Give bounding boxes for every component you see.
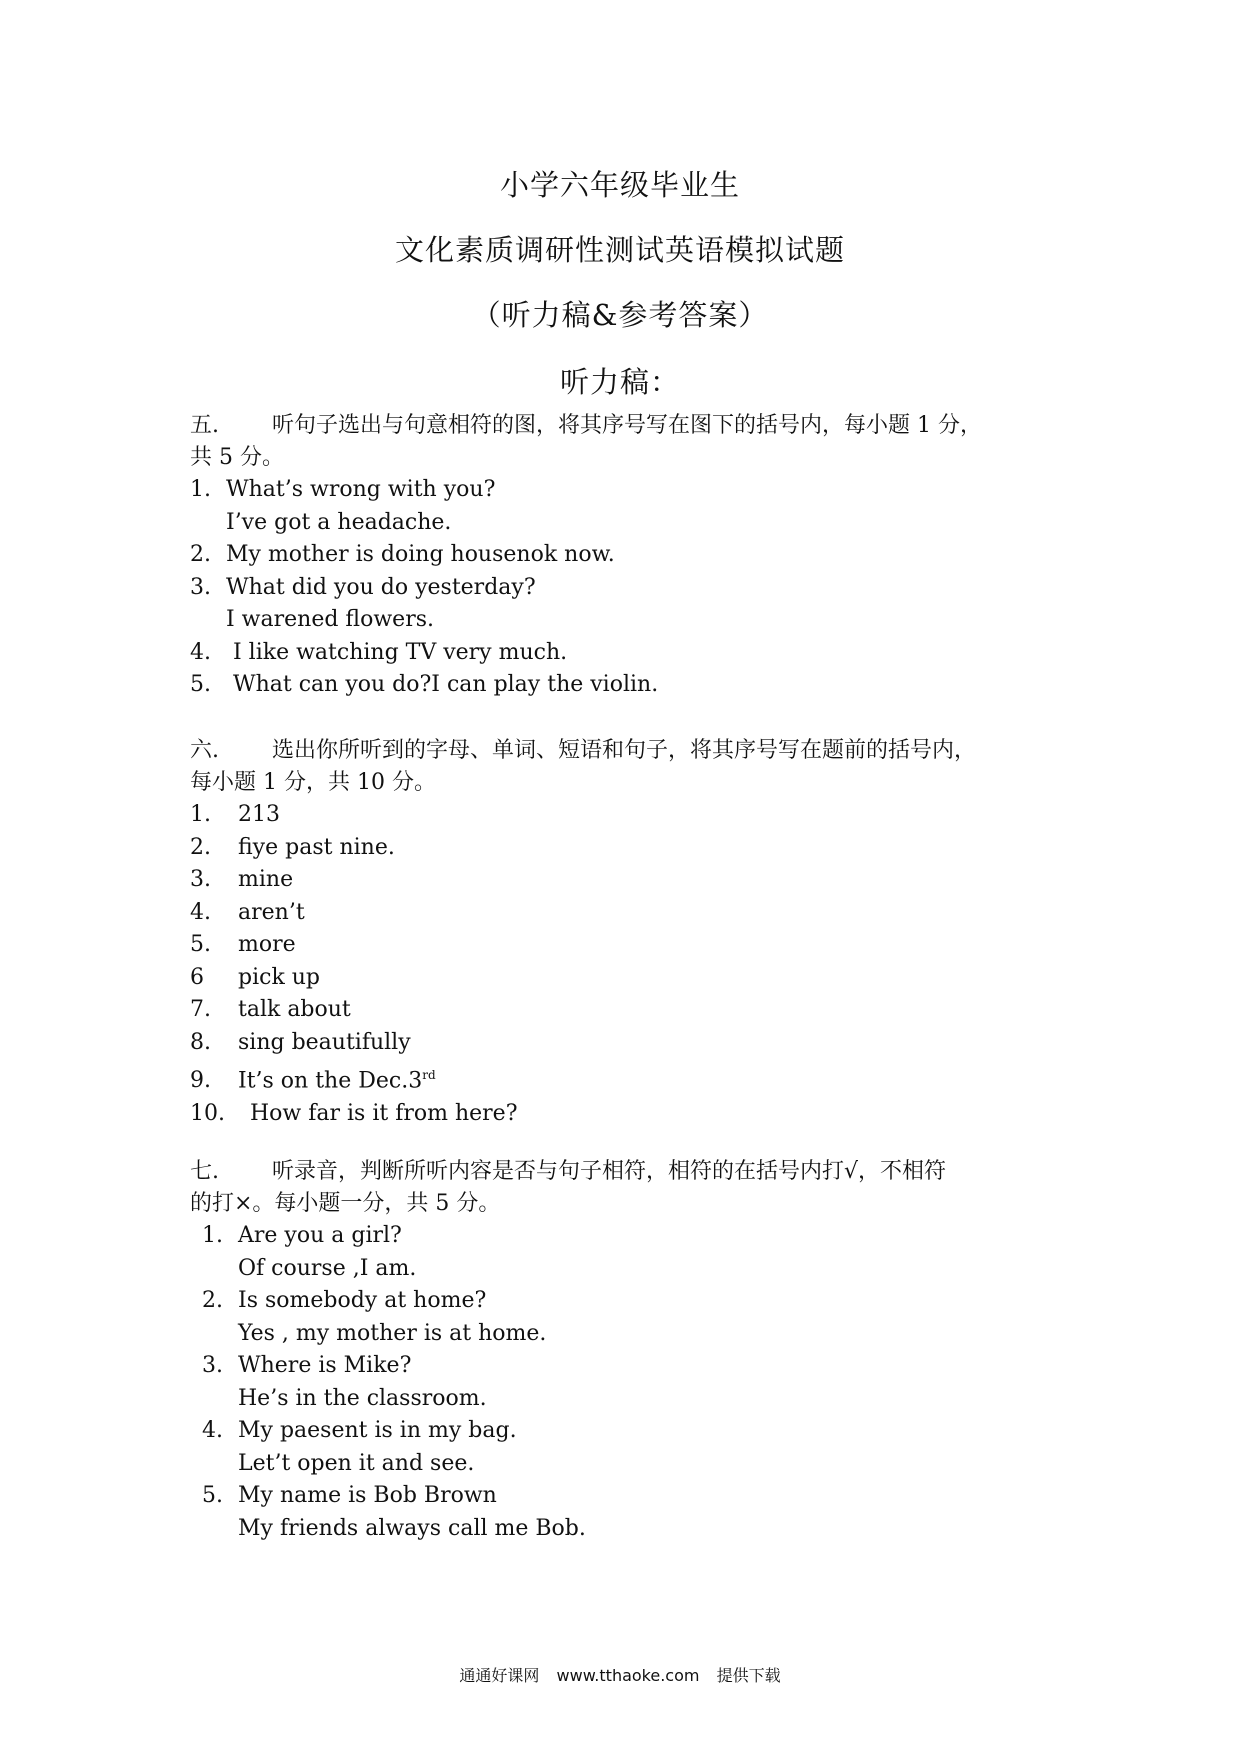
section-5-list (190, 474, 1070, 702)
section-5 (190, 410, 1070, 702)
list-item: 1. What’s wrong with you? (190, 477, 496, 502)
section-5-header (190, 410, 1070, 442)
list-item: 9. It’s on the Dec.3rd (190, 1068, 436, 1094)
list-item-answer: Let’t open it and see. (238, 1450, 475, 1476)
list-item-answer: Of course ,I am. (238, 1255, 417, 1281)
list-item: 5. My name is Bob Brown (202, 1483, 497, 1508)
list-item: 2. My mother is doing housenok now. (190, 542, 615, 567)
listening-script-heading: 听力稿： (559, 365, 680, 399)
section-instruction: 选出你所听到的字母、单词、短语和句子，将其序号写在题前的括号内， (272, 738, 977, 763)
ordinal-suffix: rd (422, 1068, 436, 1082)
section-6 (190, 735, 1070, 1130)
footer-note: 提供下载 (716, 1666, 781, 1685)
list-item-answer: He’s in the classroom. (238, 1385, 487, 1411)
list-item: 3. mine (190, 867, 294, 892)
list-item: 8. sing beautifully (190, 1029, 411, 1055)
list-item-answer: I warened flowers. (226, 607, 435, 632)
section-number: 五. (190, 413, 219, 438)
list-item: 3. Where is Mike? (202, 1353, 412, 1378)
title-line-2: 文化素质调研性测试英语模拟试题 (394, 233, 845, 267)
footer-site-name: 通通好课网 (459, 1666, 540, 1685)
list-item: 4. I like watching TV very much. (190, 639, 568, 665)
section-number: 六. (190, 738, 219, 763)
section-7 (190, 1156, 1070, 1545)
list-item-answer: My friends always call me Bob. (238, 1515, 586, 1541)
list-item: 4. aren’t (190, 899, 305, 925)
list-item-answer: I’ve got a headache. (226, 509, 452, 535)
list-item-answer: Yes , my mother is at home. (238, 1320, 547, 1346)
section-6-header (190, 735, 1070, 767)
list-item: 2. Is somebody at home? (202, 1288, 487, 1313)
section-6-list (190, 799, 1070, 1130)
section-7-list (190, 1220, 1070, 1545)
list-item: 6 pick up (190, 964, 321, 990)
list-item: 4. My paesent is in my bag. (202, 1418, 517, 1443)
title-line-3: （听力稿&参考答案） (471, 298, 769, 332)
list-item: 10. How far is it from here? (190, 1100, 518, 1126)
section-instruction-cont: 共 5 分。 (190, 445, 284, 470)
section-instruction: 听录音，判断所听内容是否与句子相符，相符的在括号内打√，不相符 (272, 1159, 947, 1184)
section-7-header (190, 1156, 1070, 1188)
footer-url-link[interactable]: www.tthaoke.com (556, 1666, 700, 1685)
list-item: 3. What did you do yesterday? (190, 574, 536, 600)
list-item: 1. 213 (190, 802, 280, 827)
title-line-1: 小学六年级毕业生 (499, 168, 740, 202)
list-item: 5. more (190, 932, 296, 957)
footer (0, 1663, 1240, 1686)
list-item: 7. talk about (190, 997, 351, 1022)
list-item: 1. Are you a girl? (202, 1223, 402, 1248)
section-instruction-cont: 每小题 1 分，共 10 分。 (190, 770, 436, 795)
section-instruction: 听句子选出与句意相符的图，将其序号写在图下的括号内，每小题 1 分， (272, 413, 982, 438)
section-instruction-cont: 的打×。每小题一分，共 5 分。 (190, 1191, 501, 1216)
list-item: 2. fiye past nine. (190, 834, 395, 860)
list-item: 5. What can you do?I can play the violin. (190, 672, 659, 697)
section-number: 七. (190, 1159, 219, 1184)
